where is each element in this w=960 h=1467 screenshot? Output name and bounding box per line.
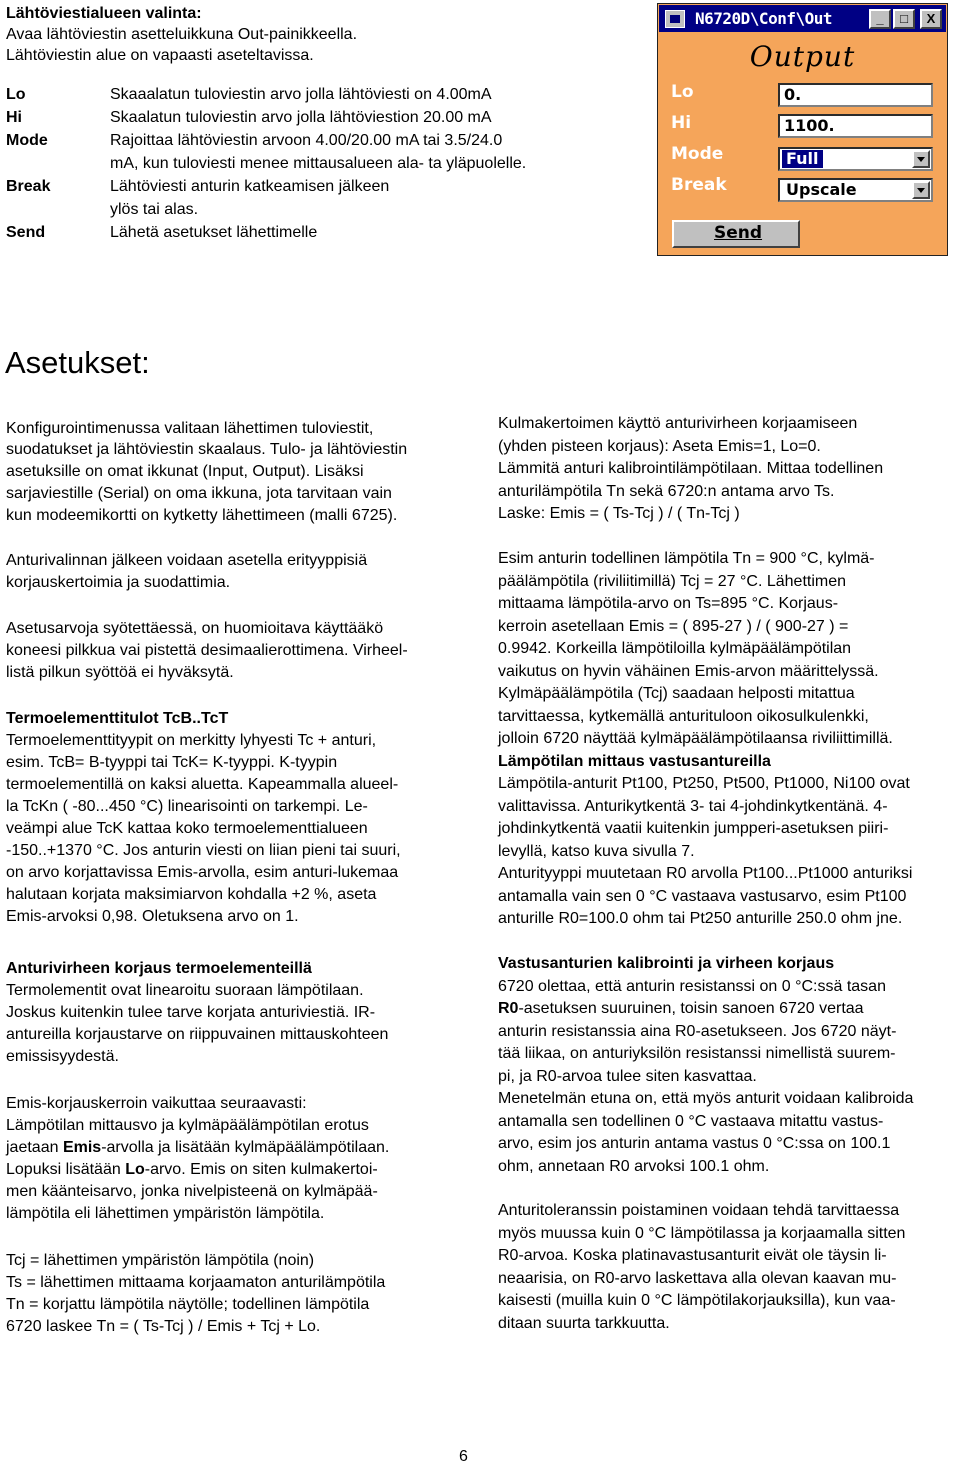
minimize-button[interactable]: _ [869,9,891,29]
output-dialog [657,3,948,256]
paragraph-line: antureilla korjaustarve on riippuvainen mittauskohteen [6,1026,389,1043]
paragraph-line: neaarisia, on R0-arvo laskettava alla olevan kaavan mu- [498,1270,897,1287]
mode-selected-value: Full [782,150,823,168]
send-button[interactable] [672,220,800,248]
mode-select[interactable] [778,147,933,171]
paragraph-line: Ts = lähettimen mittaama korjaamaton anturilämpötila [6,1274,386,1291]
paragraph-line: Anturitoleranssin poistaminen voidaan tehdä tarvittaessa [498,1202,900,1219]
mode-label: Mode [671,144,724,164]
paragraph-line: Lämpötilan mittausvo ja kylmäpäälämpötilan erotus [6,1117,369,1134]
break-label: Break [671,175,727,195]
paragraph-line: vaikutus on hyvin vähäinen Emis-arvon määrittelyssä. [498,663,879,680]
paragraph-line: Lämmitä anturi kalibrointilämpötilaan. Mittaa todellinen [498,460,884,477]
paragraph-line: mittaama lämpötila-arvo on Ts=895 °C. Korjaus- [498,595,839,612]
paragraph-line: lämpötila eli lähettimen ympäristön lämpötila. [6,1205,325,1222]
paragraph-line: Tcj = lähettimen ympäristön lämpötila (noin) [6,1252,315,1269]
paragraph-line: 0.9942. Korkeilla lämpötiloilla kylmäpäälämpötilan [498,640,852,657]
paragraph-line: päälämpötila (riviliitimillä) Tcj = 27 °C. Lähettimen [498,573,847,590]
subheading: Vastusanturien kalibrointi ja virheen korjaus [498,955,835,972]
paragraph-line: on arvo korjattavissa Emis-arvolla, esim anturi-lukemaa [6,864,399,881]
paragraph-line: Esim anturin todellinen lämpötila Tn = 900 °C, kylmä- [498,550,875,567]
paragraph-line: 6720 olettaa, että anturin resistanssi on 0 °C:ssä tasan [498,978,886,995]
paragraph-line: esim. TcB= B-tyyppi tai TcK= K-tyyppi. K-tyypin [6,754,338,771]
paragraph-line: ditaan suurta tarkkuutta. [498,1315,670,1332]
def-text-lo: Skaaalatun tuloviestin arvo jolla lähtöviesti on 4.00mA [110,86,492,103]
intro-line: Lähtöviestin alue on vapaasti aseteltavissa. [6,47,314,64]
paragraph-line: R0-arvoa. Koska platinavastusanturit eivät ole täysin li- [498,1247,887,1264]
intro-title: Lähtöviestialueen valinta: [6,5,202,22]
paragraph-line: Asetusarvoja syötettäessä, on huomioitava käyttääkö [6,620,384,637]
paragraph-line: Termolementit ovat linearoitu suoraan lämpötilaan. [6,982,364,999]
paragraph-line: jolloin 6720 näyttää kylmäpäälämpötilaansa riviliittimillä. [498,730,893,747]
hi-input[interactable]: 1100. [778,114,933,138]
paragraph-line: listä pilkun syöttöä ei hyväksytä. [6,664,234,681]
app-icon[interactable] [665,10,685,28]
paragraph-line: kaisesti (muilla kuin 0 °C lämpötilakorjauksilla), kun vaa- [498,1292,896,1309]
lo-input[interactable]: 0. [778,83,933,107]
paragraph-line: la TcKn ( -80...450 °C) linearisointi on tarkempi. Le- [6,798,368,815]
paragraph-line: men käänteisarvo, jonka nivelpisteenä on kylmäpää- [6,1183,378,1200]
maximize-button[interactable]: □ [893,9,915,29]
paragraph-line: (yhden pisteen korjaus): Aseta Emis=1, Lo=0. [498,438,821,455]
paragraph-line: Joskus kuitenkin tulee tarve korjata anturiviestiä. IR- [6,1004,376,1021]
paragraph-line [6,1159,378,1180]
paragraph-line [498,998,864,1019]
paragraph-line: Menetelmän etuna on, että myös anturit voidaan kalibroida [498,1090,914,1107]
close-button[interactable]: X [920,9,942,29]
paragraph-line: Termoelementtityypit on merkitty lyhyesti Tc + anturi, [6,732,377,749]
paragraph-line: pi, ja R0-arvoa tulee siten kasvattaa. [498,1068,757,1085]
subheading: Lämpötilan mittaus vastusantureilla [498,753,771,770]
paragraph-line: kerroin asetellaan Emis = ( 895-27 ) / ( 900-27 ) = [498,618,849,635]
paragraph-line: Lämpötila-anturit Pt100, Pt250, Pt500, Pt1000, Ni100 ovat [498,775,910,792]
dialog-heading: Output [749,40,856,73]
paragraph-line: Tn = korjattu lämpötila näytölle; todellinen lämpötila [6,1296,370,1313]
paragraph-line: Emis-korjauskerroin vaikuttaa seuraavasti: [6,1095,307,1112]
text-run-bold: Emis [62,1139,102,1156]
text-run: -arvo. Emis on siten kulmakertoi- [144,1161,378,1178]
paragraph-line: Laske: Emis = ( Ts-Tcj ) / ( Tn-Tcj ) [498,505,740,522]
paragraph-line: suodatukset ja lähtöviestin skaalaus. Tulo- ja lähtöviestin [6,441,408,458]
text-run: jaetaan [6,1139,63,1156]
def-text-break: ylös tai alas. [110,201,199,218]
paragraph-line: levyllä, katso kuva sivulla 7. [498,843,695,860]
text-run: -asetuksen suuruinen, toisin sanoen 6720 vertaa [518,1000,864,1017]
break-selected-value: Upscale [786,180,857,199]
paragraph-line: asetuksille on omat ikkunat (Input, Output). Lisäksi [6,463,364,480]
paragraph-line: Anturivalinnan jälkeen voidaan asetella erityyppisiä [6,552,368,569]
def-text-hi: Skaalatun tuloviestin arvo jolla lähtöviestion 20.00 mA [110,109,492,126]
section-title: Asetukset: [5,345,150,380]
dialog-title: N6720D\Conf\Out [695,9,832,28]
paragraph-line: myös muussa kuin 0 °C lämpötilassa ja korjaamalla sitten [498,1225,906,1242]
paragraph-line: termoelementillä on kaksi aluetta. Kapeammalla alueel- [6,776,399,793]
paragraph-line: koneesi pilkkua vai pistettä desimaalierottimena. Virheel- [6,642,408,659]
def-text-mode: mA, kun tuloviesti menee mittausalueen ala- ta yläpuolelle. [110,155,527,172]
page-number: 6 [459,1448,468,1465]
paragraph-line: emissisyydestä. [6,1048,119,1065]
paragraph-line: johdinkytkentä vaatii kuitenkin jumpperi-asetuksen piiri- [498,820,889,837]
text-run: Lopuksi lisätään [6,1161,126,1178]
paragraph-line: ohm, annetaan R0 arvoksi 100.1 ohm. [498,1158,770,1175]
chevron-down-icon[interactable] [912,150,930,168]
subheading: Termoelementtitulot TcB..TcT [6,710,229,727]
paragraph-line: veämpi alue TcK kattaa koko termoelementtialueen [6,820,368,837]
paragraph-line: anturin resistanssia aina R0-asetukseen. Jos 6720 näyt- [498,1023,897,1040]
paragraph-line: anturille R0=100.0 ohm tai Pt250 anturille 250.0 ohm jne. [498,910,903,927]
paragraph-line: tää liikaa, on anturiyksilön resistanssi nimellistä suurem- [498,1045,896,1062]
paragraph-line: 6720 laskee Tn = ( Ts-Tcj ) / Emis + Tcj + Lo. [6,1318,321,1335]
paragraph-line: valittavissa. Anturikytkentä 3- tai 4-johdinkytkentänä. 4- [498,798,888,815]
paragraph-line: antamalla vain sen 0 °C vastaava vastusarvo, esim Pt100 [498,888,907,905]
paragraph-line: anturilämpötila Tn sekä 6720:n antama arvo Ts. [498,483,835,500]
def-text-break: Lähtöviesti anturin katkeamisen jälkeen [110,178,390,195]
paragraph-line: Kylmäpäälämpötila (Tcj) saadaan helposti mitattua [498,685,855,702]
paragraph-line: Anturityyppi muutetaan R0 arvolla Pt100...Pt1000 anturiksi [498,865,913,882]
paragraph-line: Emis-arvoksi 0,98. Oletuksena arvo on 1. [6,908,299,925]
paragraph-line: tarvittaessa, kytkemällä anturituloon oikosulkulenkki, [498,708,869,725]
lo-label: Lo [671,82,694,102]
def-term-mode: Mode [6,132,48,149]
paragraph-line: sarjaviestille (Serial) on oma ikkuna, jota tarvitaan vain [6,485,392,502]
text-run: -arvolla ja lisätään kylmäpäälämpötilaan. [101,1139,390,1156]
paragraph-line [6,1137,389,1158]
send-button-label: Send [714,223,763,243]
paragraph-line: arvo, esim jos anturin antama vastus 0 °C:ssa on 100.1 [498,1135,891,1152]
paragraph-line: halutaan korjata maksimiarvon kohdalla +2 %, aseta [6,886,377,903]
paragraph-line: -150..+1370 °C. Jos anturin viesti on liian pieni tai suuri, [6,842,401,859]
def-term-lo: Lo [6,86,26,103]
def-term-break: Break [6,178,51,195]
paragraph-line: kun modeemikortti on kytketty lähettimeen (malli 6725). [6,507,398,524]
def-text-send: Lähetä asetukset lähettimelle [110,224,318,241]
break-select[interactable] [778,178,933,202]
paragraph-line: korjauskertoimia ja suodattimia. [6,574,231,591]
paragraph-line: Kulmakertoimen käyttö anturivirheen korjaamiseen [498,415,858,432]
def-term-hi: Hi [6,109,22,126]
hi-label: Hi [671,113,692,133]
paragraph-line: Konfigurointimenussa valitaan lähettimen tuloviestit, [6,420,374,437]
paragraph-line: antamalla sen todellinen 0 °C vastaava mitattu vastus- [498,1113,884,1130]
intro-line: Avaa lähtöviestin asetteluikkuna Out-painikkeella. [6,26,358,43]
text-run-bold: R0 [498,1000,519,1017]
def-term-send: Send [6,224,46,241]
chevron-down-icon[interactable] [912,181,930,199]
dialog-titlebar[interactable] [659,5,946,32]
subheading: Anturivirheen korjaus termoelementeillä [6,960,312,977]
def-text-mode: Rajoittaa lähtöviestin arvoon 4.00/20.00 mA tai 3.5/24.0 [110,132,503,149]
text-run-bold: Lo [125,1161,145,1178]
